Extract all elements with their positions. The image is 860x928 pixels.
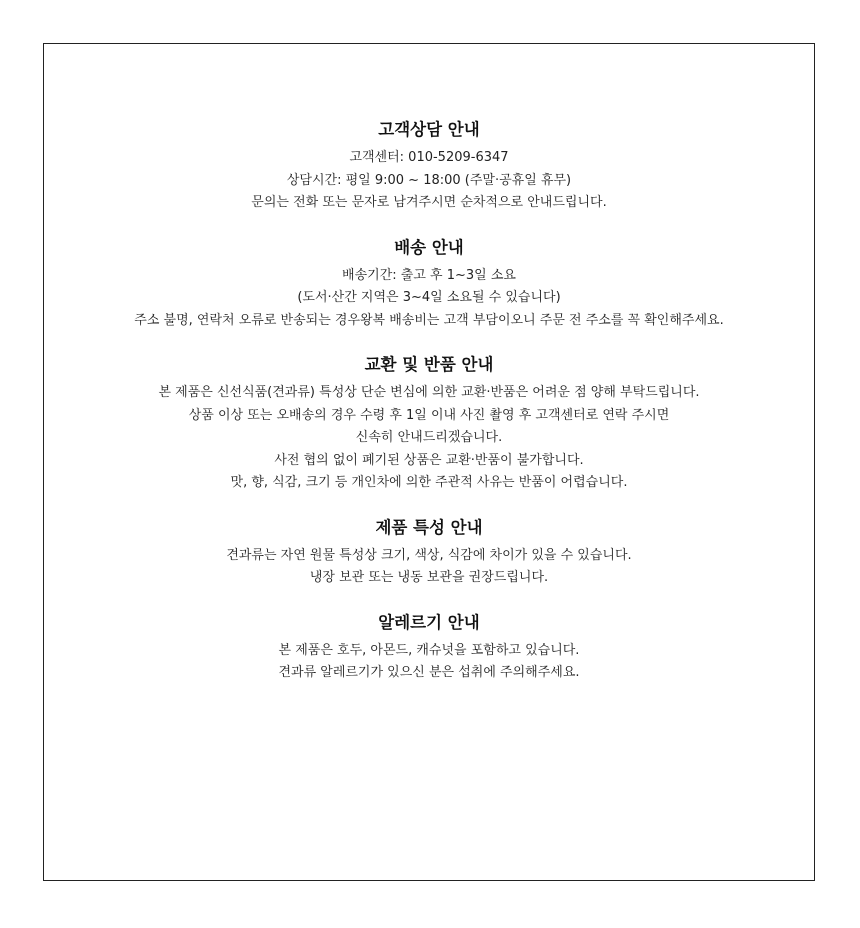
consultation-hours: 상담시간: 평일 9:00 ~ 18:00 (주말·공휴일 휴무) [286,172,572,188]
product-title: 제품 특성 안내 [375,517,483,537]
exchange-title: 교환 및 반품 안내 [364,355,494,374]
product-line-2: 냉장 보관 또는 냉동 보관을 권장드립니다. [309,570,549,585]
exchange-line-2: 상품 이상 또는 오배송의 경우 수령 후 1일 이내 사진 촬영 후 고객센터로 연락 주시면 [188,407,670,423]
shipping-address-warning: 주소 불명, 연락처 오류로 반송되는 경우왕복 배송비는 고객 부담이오니 주문 전 주소를 꼭 확인해주세요. [134,312,724,328]
shipping-title: 배송 안내 [394,237,464,257]
consultation-section [44,119,814,215]
exchange-line-5: 맛, 향, 식감, 크기 등 개인차에 의한 주관적 사유는 반품이 어렵습니다. [230,475,628,490]
allergy-line-2: 견과류 알레르기가 있으신 분은 섭취에 주의해주세요. [278,665,580,680]
product-section [44,517,814,590]
product-line-1: 견과류는 자연 원물 특성상 크기, 색상, 식감에 차이가 있을 수 있습니다. [226,547,632,563]
exchange-line-4: 사전 협의 없이 폐기된 상품은 교환·반품이 불가합니다. [274,452,584,468]
exchange-line-1: 본 제품은 신선식품(견과류) 특성상 단순 변심에 의한 교환·반품은 어려운 점 양해 부탁드립니다. [158,385,700,400]
allergy-line-1: 본 제품은 호두, 아몬드, 캐슈넛을 포함하고 있습니다. [278,642,580,658]
consultation-note: 문의는 전화 또는 문자로 남겨주시면 순차적으로 안내드립니다. [251,195,607,210]
notice-content [44,119,814,707]
exchange-section [44,354,814,495]
shipping-section [44,237,814,333]
allergy-section [44,612,814,685]
shipping-remote-note: (도서·산간 지역은 3~4일 소요될 수 있습니다) [297,290,561,305]
shipping-period: 배송기간: 출고 후 1~3일 소요 [342,267,516,283]
exchange-line-3: 신속히 안내드리겠습니다. [355,430,503,445]
consultation-title: 고객상담 안내 [378,120,480,139]
consultation-phone: 고객센터: 010-5209-6347 [349,150,509,165]
notice-frame [43,43,815,881]
allergy-title: 알레르기 안내 [378,612,480,632]
